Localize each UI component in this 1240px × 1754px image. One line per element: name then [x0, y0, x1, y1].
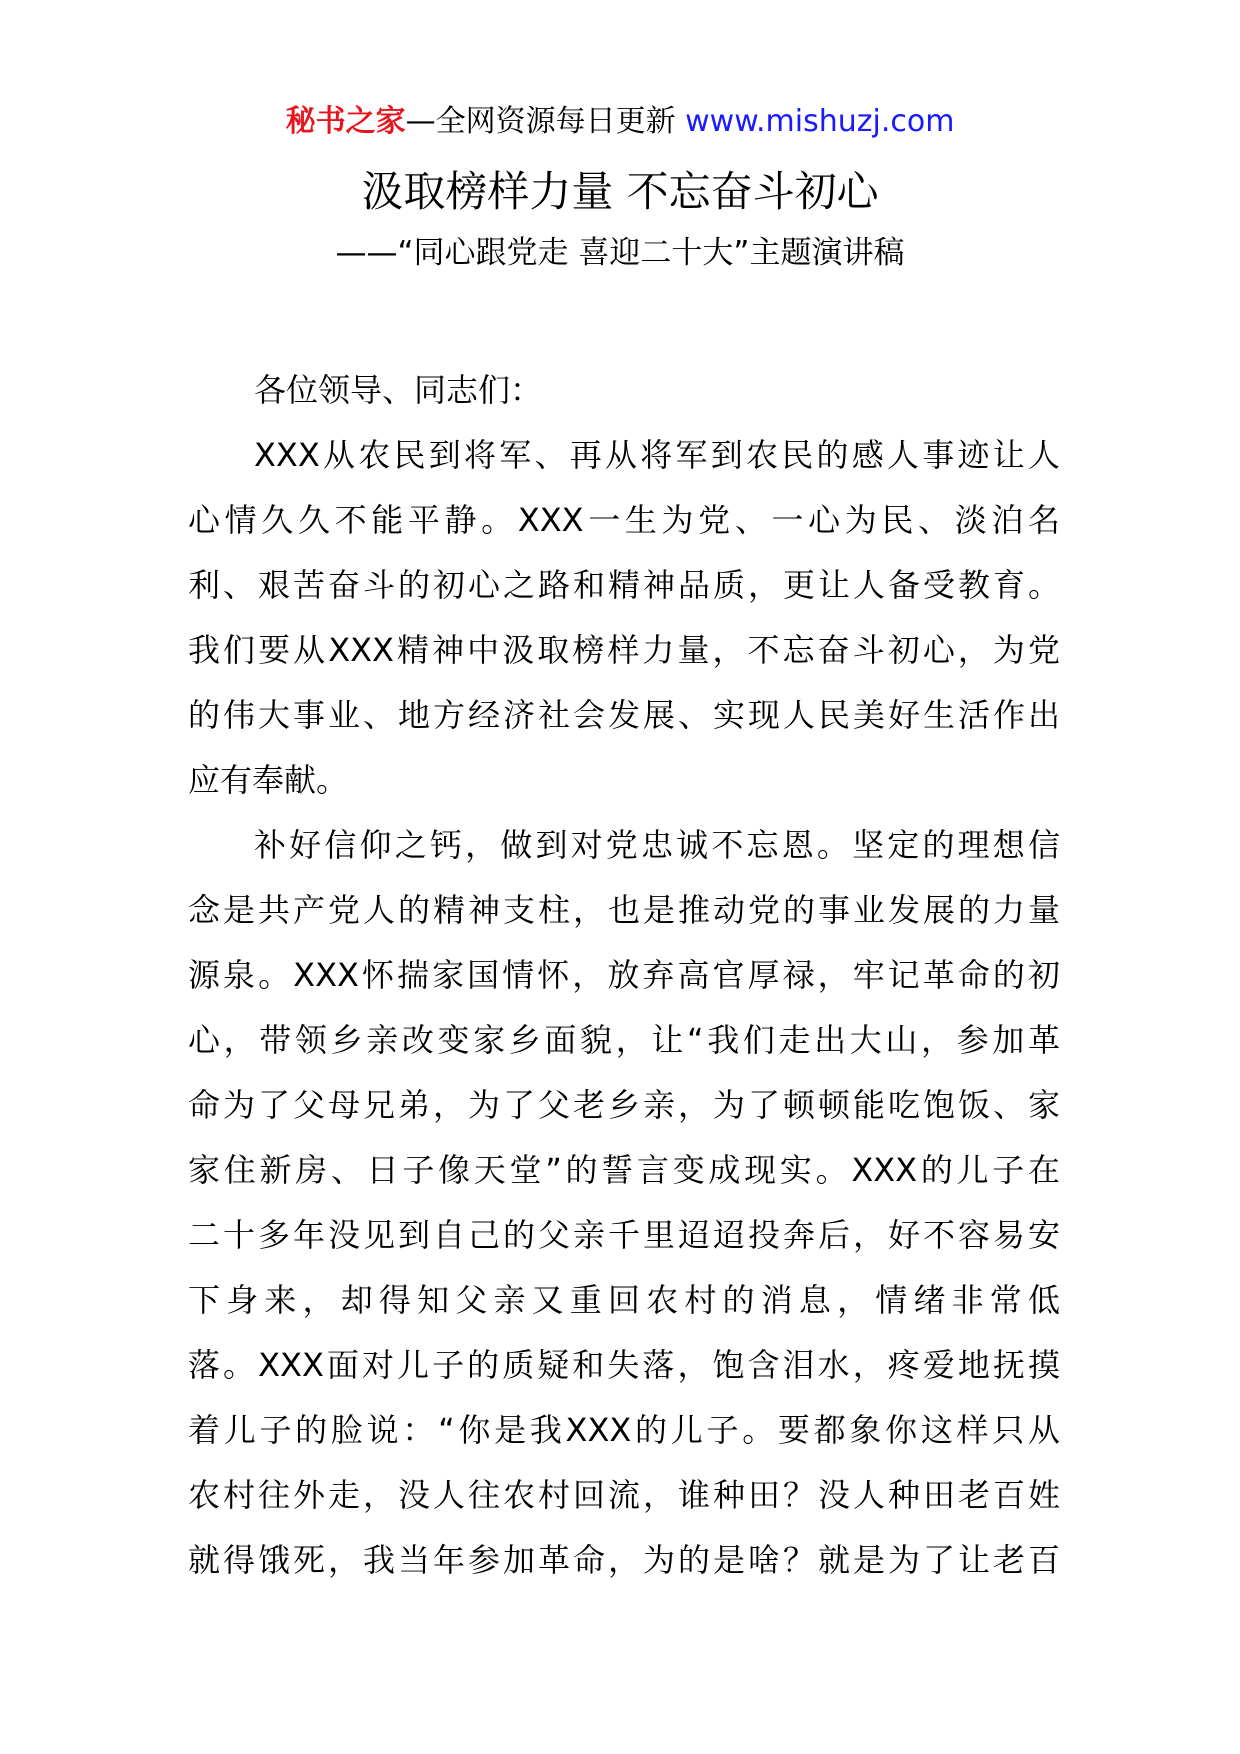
body-line: 的伟大事业、地方经济社会发展、实现人民美好生活作出: [188, 696, 1060, 734]
brand-name: 秘书之家: [285, 104, 406, 139]
body-line: 下身来，却得知父亲又重回农村的消息，情绪非常低: [188, 1281, 1060, 1319]
body-line: 命为了父母兄弟，为了父老乡亲，为了顿顿能吃饱饭、家: [188, 1086, 1060, 1124]
speech-body: [188, 358, 1060, 1593]
body-line: 家住新房、日子像天堂”的誓言变成现实。XXX的儿子在: [188, 1151, 1060, 1189]
header-tagline: —全网资源每日更新: [405, 104, 676, 139]
document-title: 汲取榜样力量 不忘奋斗初心: [361, 167, 879, 216]
body-line: 心情久久不能平静。XXX一生为党、一心为民、淡泊名: [188, 501, 1060, 539]
salutation-line: 各位领导、同志们：: [254, 371, 543, 409]
body-line: 心，带领乡亲改变家乡面貌，让“我们走出大山，参加革: [188, 1021, 1060, 1059]
body-line: 着儿子的脸说：“你是我XXX的儿子。要都象你这样只从: [188, 1411, 1060, 1449]
body-line: 利、艰苦奋斗的初心之路和精神品质，更让人备受教育。: [188, 566, 1060, 604]
body-line: 就得饿死，我当年参加革命，为的是啥？就是为了让老百: [188, 1541, 1060, 1579]
body-line: 二十多年没见到自己的父亲千里迢迢投奔后，好不容易安: [188, 1216, 1060, 1254]
body-line: 应有奉献。: [188, 761, 349, 799]
body-line: XXX从农民到将军、再从将军到农民的感人事迹让人: [254, 436, 1060, 474]
body-line: 我们要从XXX精神中汲取榜样力量，不忘奋斗初心，为党: [188, 631, 1060, 669]
body-line: 源泉。XXX怀揣家国情怀，放弃高官厚禄，牢记革命的初: [188, 956, 1060, 994]
document-subtitle: ——“同心跟党走 喜迎二十大”主题演讲稿: [335, 235, 905, 271]
body-line: 落。XXX面对儿子的质疑和失落，饱含泪水，疼爱地抚摸: [188, 1346, 1060, 1384]
body-line: 念是共产党人的精神支柱，也是推动党的事业发展的力量: [188, 891, 1060, 929]
site-url-link[interactable]: www.mishuzj.com: [685, 104, 955, 139]
body-line: 补好信仰之钙，做到对党忠诚不忘恩。坚定的理想信: [254, 826, 1060, 864]
site-header: [0, 100, 1240, 144]
body-line: 农村往外走，没人往农村回流，谁种田？没人种田老百姓: [188, 1476, 1060, 1514]
